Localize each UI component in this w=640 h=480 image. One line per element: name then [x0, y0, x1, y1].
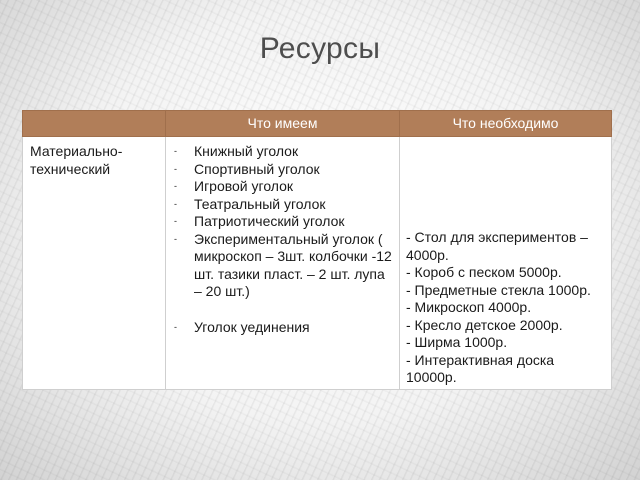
header-what-we-need: Что необходимо	[400, 111, 612, 137]
need-line: - Короб с песком 5000р.	[406, 264, 562, 280]
bullet-mark: -	[174, 146, 177, 156]
need-line: - Стол для экспериментов –	[406, 229, 588, 245]
have-list	[166, 143, 393, 336]
list-item: - Игровой уголок	[174, 178, 294, 194]
table-row	[23, 137, 612, 390]
bullet-mark: -	[174, 216, 177, 226]
bullet-mark: -	[174, 233, 177, 244]
bullet-mark: -	[174, 198, 177, 209]
need-line: - Микроскоп 4000р.	[406, 299, 532, 315]
need-line: - Интерактивная доска 10000р.	[406, 351, 555, 385]
header-what-we-have: Что имеем	[166, 111, 400, 137]
list-item: - Спортивный уголок	[174, 160, 320, 177]
need-line: 4000р.	[406, 246, 449, 263]
list-item: - Театральный уголок	[174, 195, 326, 212]
need-line: - Предметные стекла 1000р.	[406, 281, 591, 298]
table-header-row	[23, 111, 612, 137]
list-item: - Уголок уединения	[174, 318, 310, 335]
bullet-mark: -	[174, 181, 177, 191]
need-cell	[400, 137, 612, 390]
bullet-mark: -	[174, 163, 177, 174]
header-category	[23, 111, 166, 137]
category-cell	[23, 137, 166, 390]
slide-title: Ресурсы	[259, 32, 381, 65]
resources-table	[22, 110, 612, 390]
need-line: - Кресло детское 2000р.	[406, 316, 563, 333]
bullet-mark: -	[174, 321, 177, 332]
category-label: Материально-технический	[30, 143, 123, 177]
need-line: - Ширма 1000р.	[406, 334, 508, 350]
list-item: - Экспериментальный уголок ( микроскоп – 3шт. колбочки -12 шт. тазики пласт. – 2 шт. лупа – 20 шт.)	[174, 230, 392, 299]
have-cell	[166, 137, 400, 390]
list-item: - Книжный уголок	[174, 143, 299, 159]
list-item: - Патриотический уголок	[174, 213, 345, 229]
